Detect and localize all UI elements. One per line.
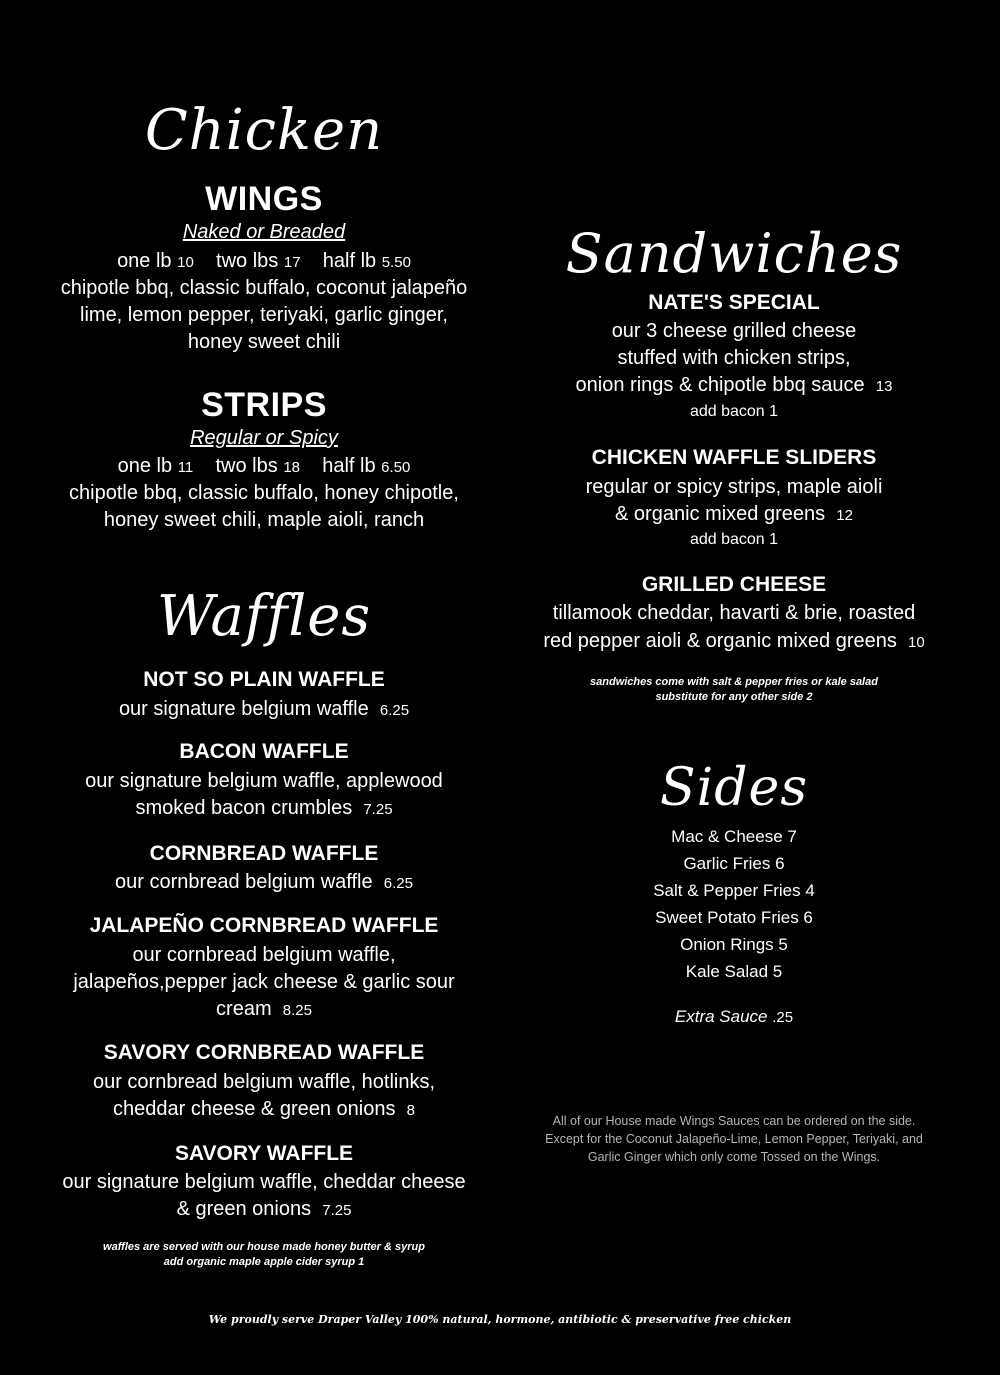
sauce-note-line: Garlic Ginger which only come Tossed on the Wings.: [587, 1150, 881, 1164]
waffles-heading: Waffles: [156, 584, 372, 649]
waffles-note: add organic maple apple cider syrup 1: [163, 1256, 365, 1268]
extra-sauce: Extra Sauce .25: [674, 1007, 794, 1026]
side-item: Sweet Potato Fries 6: [655, 908, 813, 927]
menu-item-name: GRILLED CHEESE: [641, 573, 827, 596]
menu-item-desc: our cornbread belgium waffle, hotlinks,: [92, 1071, 436, 1093]
menu-item-name: CORNBREAD WAFFLE: [149, 842, 379, 865]
menu-item-desc: cream 8.25: [216, 998, 312, 1020]
menu-item-desc: & green onions 7.25: [176, 1198, 352, 1220]
wings-sauces-line: lime, lemon pepper, teriyaki, garlic ginger,: [80, 304, 448, 326]
strips-title: STRIPS: [201, 386, 327, 424]
menu-item-desc: our cornbread belgium waffle 6.25: [115, 871, 413, 893]
sandwiches-note: substitute for any other side 2: [655, 691, 813, 703]
menu-item-desc: tillamook cheddar, havarti & brie, roasted: [552, 602, 916, 624]
wings-style: Naked or Breaded: [182, 221, 346, 243]
wings-title: WINGS: [205, 180, 323, 218]
menu-item-desc: onion rings & chipotle bbq sauce 13: [575, 374, 893, 396]
sides-heading: Sides: [660, 758, 808, 818]
side-item: Mac & Cheese 7: [671, 827, 797, 846]
side-item: Garlic Fries 6: [683, 854, 785, 873]
side-item: Kale Salad 5: [685, 962, 783, 981]
menu-item-desc: stuffed with chicken strips,: [617, 347, 851, 369]
menu-item-desc: our 3 cheese grilled cheese: [611, 320, 857, 342]
menu-item-desc: regular or spicy strips, maple aioli: [585, 476, 883, 498]
menu-item-name: BACON WAFFLE: [179, 740, 349, 763]
strips-prices: one lb 11 two lbs 18 half lb 6.50: [117, 455, 411, 477]
sandwiches-note: sandwiches come with salt & pepper fries or kale salad: [590, 676, 878, 688]
menu-item-addon: add bacon 1: [689, 531, 779, 548]
wings-prices: one lb 10 two lbs 17 half lb 5.50: [117, 250, 411, 272]
menu-item-desc: our cornbread belgium waffle,: [132, 944, 396, 966]
waffles-note: waffles are served with our house made honey butter & syrup: [103, 1241, 425, 1253]
strips-sauces-line: chipotle bbq, classic buffalo, honey chipotle,: [69, 482, 459, 504]
menu-item-desc: & organic mixed greens 12: [615, 503, 853, 525]
menu-item-desc: smoked bacon crumbles 7.25: [135, 797, 393, 819]
menu-item-desc: cheddar cheese & green onions 8: [113, 1098, 415, 1120]
sauce-note-line: All of our House made Wings Sauces can be ordered on the side.: [552, 1114, 916, 1128]
side-item: Salt & Pepper Fries 4: [653, 881, 815, 900]
menu-item-desc: our signature belgium waffle, applewood: [85, 770, 443, 792]
menu-item-desc: our signature belgium waffle, cheddar cheese: [62, 1171, 466, 1193]
menu-item-name: SAVORY WAFFLE: [174, 1142, 354, 1165]
side-item: Onion Rings 5: [680, 935, 788, 954]
menu-item-name: SAVORY CORNBREAD WAFFLE: [103, 1041, 425, 1064]
menu-item-desc: red pepper aioli & organic mixed greens 10: [543, 630, 925, 652]
footer-note: We proudly serve Draper Valley 100% natural, hormone, antibiotic & preservative free chicken: [208, 1313, 792, 1326]
strips-style: Regular or Spicy: [190, 427, 338, 449]
menu-item-desc: our signature belgium waffle 6.25: [118, 698, 410, 720]
strips-sauces-line: honey sweet chili, maple aioli, ranch: [103, 509, 425, 531]
menu-item-addon: add bacon 1: [689, 403, 779, 420]
menu-item-name: NOT SO PLAIN WAFFLE: [143, 668, 385, 691]
menu-item-desc: jalapeños,pepper jack cheese & garlic sour: [73, 971, 455, 993]
chicken-heading: Chicken: [144, 98, 384, 163]
wings-sauces-line: honey sweet chili: [187, 331, 341, 353]
menu-item-name: NATE'S SPECIAL: [648, 291, 820, 314]
sandwiches-heading: Sandwiches: [565, 222, 903, 285]
sauce-note-line: Except for the Coconut Jalapeño-Lime, Lemon Pepper, Teriyaki, and: [545, 1132, 923, 1146]
menu-item-name: JALAPEÑO CORNBREAD WAFFLE: [89, 914, 439, 937]
wings-sauces-line: chipotle bbq, classic buffalo, coconut jalapeño: [60, 277, 468, 299]
menu-item-name: CHICKEN WAFFLE SLIDERS: [591, 446, 877, 469]
